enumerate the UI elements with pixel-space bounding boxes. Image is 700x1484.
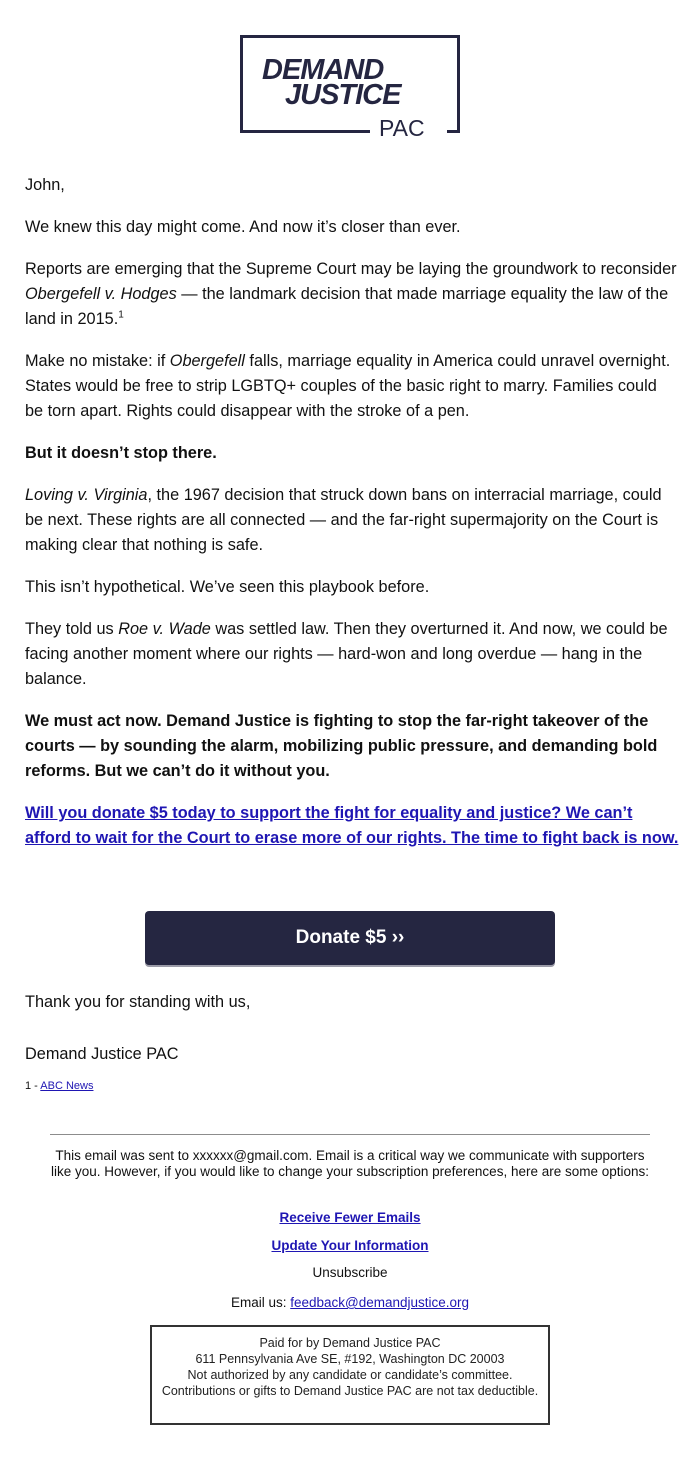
donate-button[interactable]: Donate $5 ›› <box>145 911 555 965</box>
footnote <box>25 1080 93 1092</box>
fewer-emails-row <box>50 1210 650 1226</box>
receive-fewer-emails-link[interactable]: Receive Fewer Emails <box>279 1210 421 1225</box>
footnote-number: 1 - <box>25 1080 41 1092</box>
paragraph-loving <box>25 483 679 558</box>
email-us-row <box>50 1295 650 1311</box>
feedback-email-link[interactable]: feedback@demandjustice.org <box>290 1295 470 1310</box>
unsubscribe-link[interactable]: Unsubscribe <box>312 1265 388 1280</box>
text-segment: was settled law. Then they overturned it. And now, we could be facing another moment where our rights — hard-won and long overdue — hang in the balance. <box>25 620 668 688</box>
footnote-marker: 1 <box>118 309 124 321</box>
case-name-obergefell-short: Obergefell <box>169 352 245 370</box>
email-body <box>25 173 679 868</box>
email-us-label: Email us: <box>230 1295 291 1310</box>
paid-line-3: Not authorized by any candidate or candidate’s committee. <box>187 1368 513 1382</box>
paragraph-not-hypothetical: This isn’t hypothetical. We’ve seen this playbook before. <box>25 578 430 596</box>
donate-cta-link[interactable]: Will you donate $5 today to support the fight for equality and justice? We can’t afford to wait for the Court to erase more of our rights. The time to fight back is now. <box>25 804 679 847</box>
footer <box>50 1148 650 1310</box>
text-segment: , the 1967 decision that struck down bans on interracial marriage, could be next. These rights are all connected — and the far-right supermajority on the Court is making clear that nothing is safe. <box>25 486 662 554</box>
signature: Demand Justice PAC <box>25 1045 179 1063</box>
update-info-row <box>50 1238 650 1254</box>
footer-notice: This email was sent to xxxxxx@gmail.com. Email is a critical way we communicate with supporters like you. However, if you would like to change your subscription preferences, here are some options: <box>50 1148 650 1179</box>
paragraph-obergefell-report <box>25 257 679 332</box>
logo-word-demand: DEMAND <box>262 54 384 86</box>
closing-block <box>25 990 250 1094</box>
paragraph-roe <box>25 617 679 692</box>
closing-thanks: Thank you for standing with us, <box>25 993 251 1011</box>
paragraph-intro: We knew this day might come. And now it’s closer than ever. <box>25 218 461 236</box>
footer-divider <box>50 1134 650 1135</box>
greeting: John, <box>25 176 65 194</box>
update-information-link[interactable]: Update Your Information <box>271 1238 429 1253</box>
paid-for-disclaimer <box>150 1325 550 1425</box>
paragraph-cta <box>25 801 679 851</box>
logo-word-pac: PAC <box>379 115 425 141</box>
text-segment: They told us <box>25 620 119 638</box>
case-name-obergefell: Obergefell v. Hodges <box>25 285 177 303</box>
paragraph-doesnt-stop: But it doesn’t stop there. <box>25 444 217 462</box>
paid-line-1: Paid for by Demand Justice PAC <box>259 1336 441 1350</box>
paid-line-2: 611 Pennsylvania Ave SE, #192, Washington DC 20003 <box>195 1352 505 1366</box>
footnote-source-link[interactable]: ABC News <box>40 1080 94 1092</box>
paragraph-make-no-mistake <box>25 349 679 424</box>
text-segment: Make no mistake: if <box>25 352 170 370</box>
logo-word-justice: JUSTICE <box>285 79 401 111</box>
case-name-loving: Loving v. Virginia <box>25 486 148 504</box>
paid-line-4: Contributions or gifts to Demand Justice PAC are not tax deductible. <box>161 1384 539 1398</box>
text-segment: falls, marriage equality in America could unravel overnight. States would be free to strip LGBTQ+ couples of the basic right to marry. Families could be torn apart. Rights could disappear with the stroke of a pen. <box>25 352 671 420</box>
case-name-roe: Roe v. Wade <box>118 620 211 638</box>
demand-justice-pac-logo <box>240 35 460 141</box>
text-segment: — the landmark decision that made marriage equality the law of the land in 2015. <box>25 285 669 328</box>
text-segment: Reports are emerging that the Supreme Court may be laying the groundwork to reconsider <box>25 260 677 278</box>
paragraph-act-now: We must act now. Demand Justice is fighting to stop the far-right takeover of the courts — by sounding the alarm, mobilizing public pressure, and demanding bold reforms. But we can’t do it without you. <box>25 712 658 780</box>
